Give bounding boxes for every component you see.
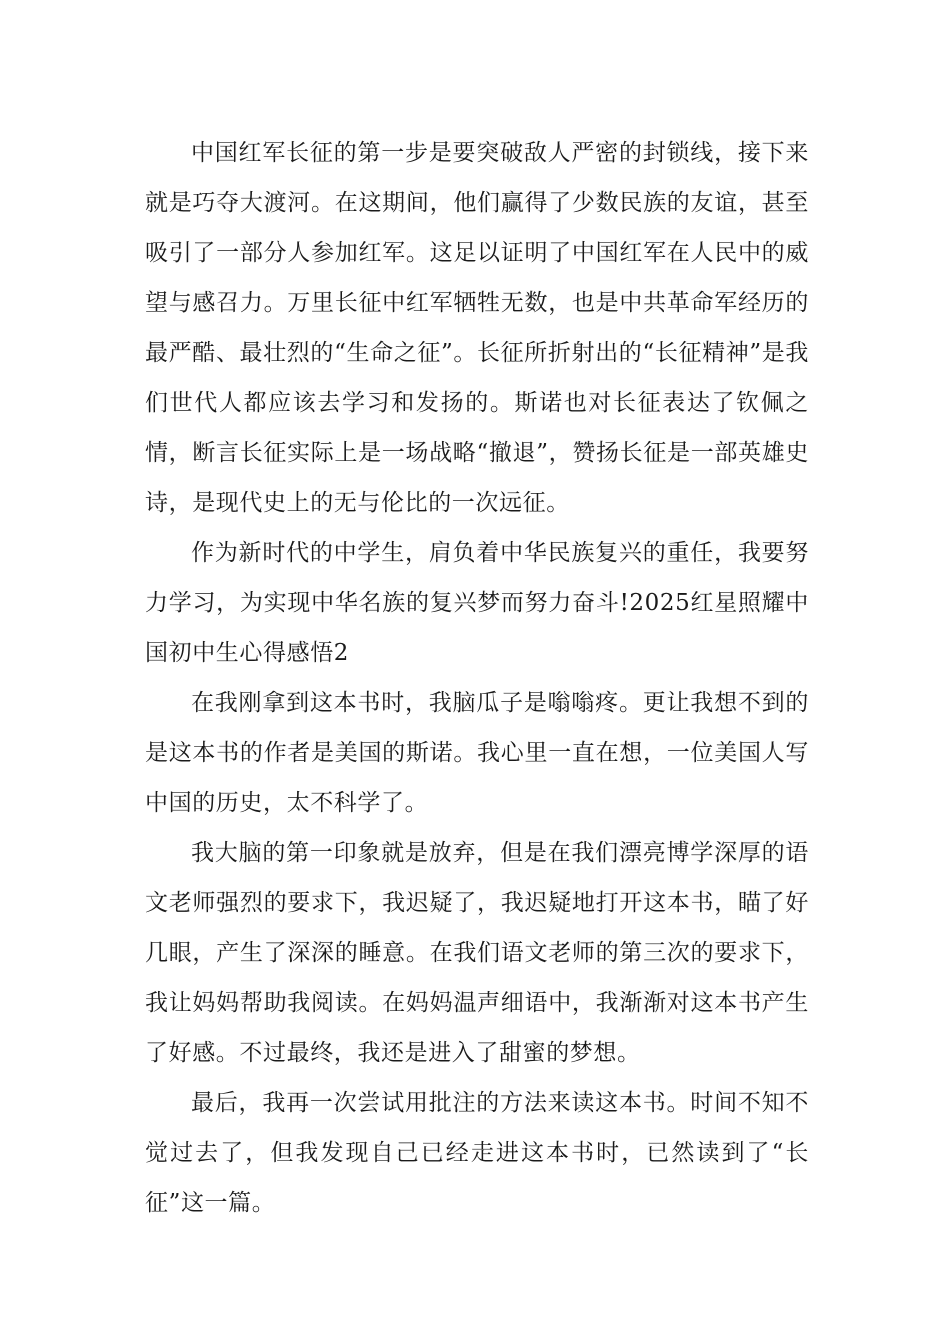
paragraph-2: 作为新时代的中学生，肩负着中华民族复兴的重任，我要努力学习，为实现中华名族的复兴梦而努力奋斗!2025红星照耀中国初中生心得感悟2: [145, 540, 809, 666]
document-body: [145, 128, 809, 1228]
paragraph-4: 我大脑的第一印象就是放弃，但是在我们漂亮博学深厚的语文老师强烈的要求下，我迟疑了，我迟疑地打开这本书，瞄了好几眼，产生了深深的睡意。在我们语文老师的第三次的要求下，我让妈妈帮助我阅读。在妈妈温声细语中，我渐渐对这本书产生了好感。不过最终，我还是进入了甜蜜的梦想。: [145, 840, 809, 1066]
paragraph-5: 最后，我再一次尝试用批注的方法来读这本书。时间不知不觉过去了，但我发现自己已经走进这本书时，已然读到了“长征”这一篇。: [145, 1090, 809, 1216]
paragraph-3: 在我刚拿到这本书时，我脑瓜子是嗡嗡疼。更让我想不到的是这本书的作者是美国的斯诺。我心里一直在想，一位美国人写中国的历史，太不科学了。: [145, 690, 809, 816]
paragraph-1: 中国红军长征的第一步是要突破敌人严密的封锁线，接下来就是巧夺大渡河。在这期间，他们赢得了少数民族的友谊，甚至吸引了一部分人参加红军。这足以证明了中国红军在人民中的威望与感召力。万里长征中红军牺牲无数，也是中共革命军经历的最严酷、最壮烈的“生命之征”。长征所折射出的“长征精神”是我们世代人都应该去学习和发扬的。斯诺也对长征表达了钦佩之情，断言长征实际上是一场战略“撤退”，赞扬长征是一部英雄史诗，是现代史上的无与伦比的一次远征。: [145, 140, 809, 516]
